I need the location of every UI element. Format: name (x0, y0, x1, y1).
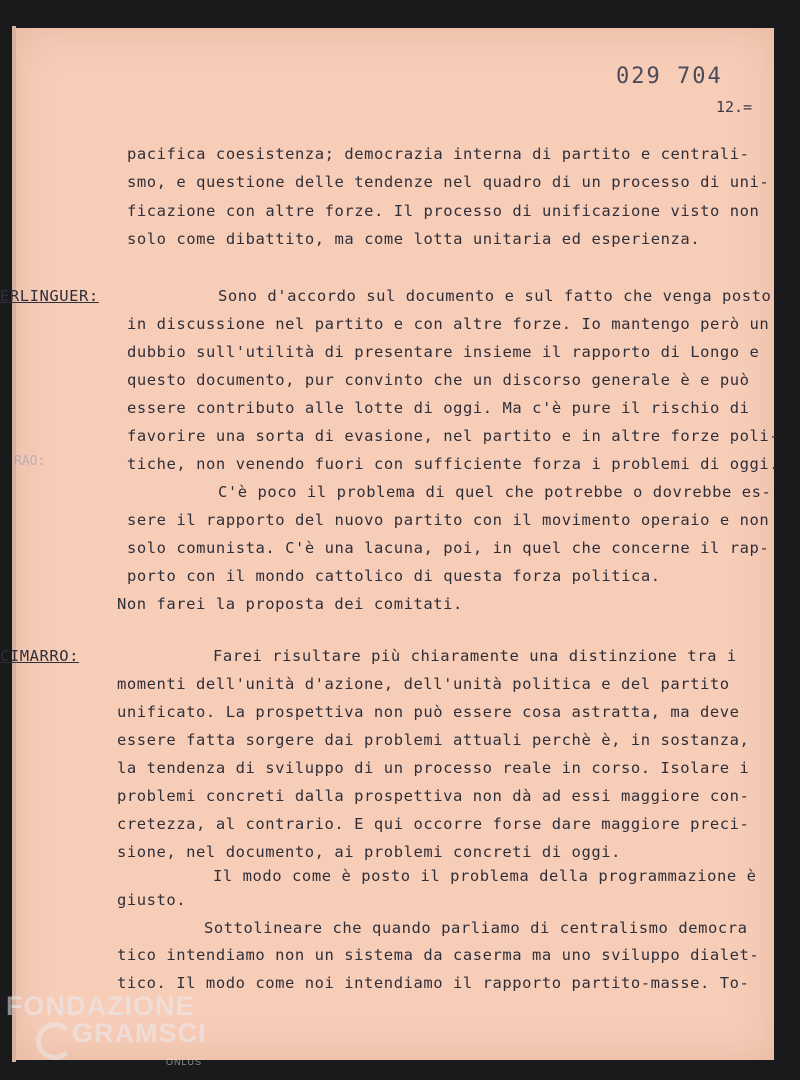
text-line: problemi concreti dalla prospettiva non dà ad essi maggiore con- (117, 787, 750, 805)
watermark-subtext: ONLUS (166, 1057, 203, 1067)
text-line: in discussione nel partito e con altre forze. Io mantengo però un (127, 315, 770, 333)
text-line: sere il rapporto del nuovo partito con il movimento operaio e non (127, 511, 770, 529)
text-line: dubbio sull'utilità di presentare insieme il rapporto di Longo e (127, 343, 760, 361)
faint-margin-marker: RAO: (14, 454, 46, 469)
text-line: tico. Il modo come noi intendiamo il rapporto partito-masse. To- (117, 974, 750, 992)
watermark-text-line1: FONDAZIONE (6, 991, 195, 1021)
text-line: unificato. La prospettiva non può essere cosa astratta, ma deve (117, 703, 740, 721)
page-number: 12.= (716, 98, 753, 116)
watermark-text-line2: GRAMSCI (72, 1018, 207, 1048)
page-right-edge (774, 26, 800, 1080)
text-line: solo comunista. C'è una lacuna, poi, in quel che concerne il rap- (127, 539, 770, 557)
text-line: Farei risultare più chiaramente una distinzione tra i (213, 647, 737, 665)
text-line: solo come dibattito, ma come lotta unitaria ed esperienza. (127, 230, 701, 248)
text-line: Sottolineare che quando parliamo di centralismo democra (204, 919, 748, 937)
text-line: pacifica coesistenza; democrazia interna di partito e centrali- (127, 145, 750, 163)
text-line: tico intendiamo non un sistema da caserma ma uno sviluppo dialet- (117, 946, 760, 964)
watermark-logo-icon (36, 1022, 74, 1060)
speaker-label-berlinguer: ERLINGUER: (0, 287, 99, 305)
text-line: Non farei la proposta dei comitati. (117, 595, 463, 613)
text-line: essere contributo alle lotte di oggi. Ma c'è pure il rischio di (127, 399, 750, 417)
text-line: favorire una sorta di evasione, nel partito e in altre forze poli- (127, 427, 780, 445)
text-line: giusto. (117, 891, 187, 909)
text-line: Il modo come è posto il problema della programmazione è (213, 867, 757, 885)
speaker-label-cimarro: CIMARRO: (0, 647, 80, 665)
foundation-watermark (6, 991, 207, 1067)
text-line: la tendenza di sviluppo di un processo reale in corso. Isolare i (117, 759, 750, 777)
page-left-edge (12, 26, 16, 1062)
document-number: 029 704 (616, 64, 723, 89)
text-line: tiche, non venendo fuori con sufficiente forza i problemi di oggi. (127, 455, 780, 473)
text-line: momenti dell'unità d'azione, dell'unità politica e del partito (117, 675, 730, 693)
text-line: cretezza, al contrario. E qui occorre forse dare maggiore preci- (117, 815, 750, 833)
text-line: questo documento, pur convinto che un discorso generale è e può (127, 371, 750, 389)
text-line: smo, e questione delle tendenze nel quadro di un processo di uni- (127, 173, 770, 191)
text-line: porto con il mondo cattolico di questa forza politica. (127, 567, 661, 585)
text-line: C'è poco il problema di quel che potrebbe o dovrebbe es- (218, 483, 772, 501)
text-line: Sono d'accordo sul documento e sul fatto che venga posto (218, 287, 772, 305)
text-line: ficazione con altre forze. Il processo di unificazione visto non (127, 202, 760, 220)
text-line: sione, nel documento, ai problemi concreti di oggi. (117, 843, 621, 861)
text-line: essere fatta sorgere dai problemi attuali perchè è, in sostanza, (117, 731, 750, 749)
